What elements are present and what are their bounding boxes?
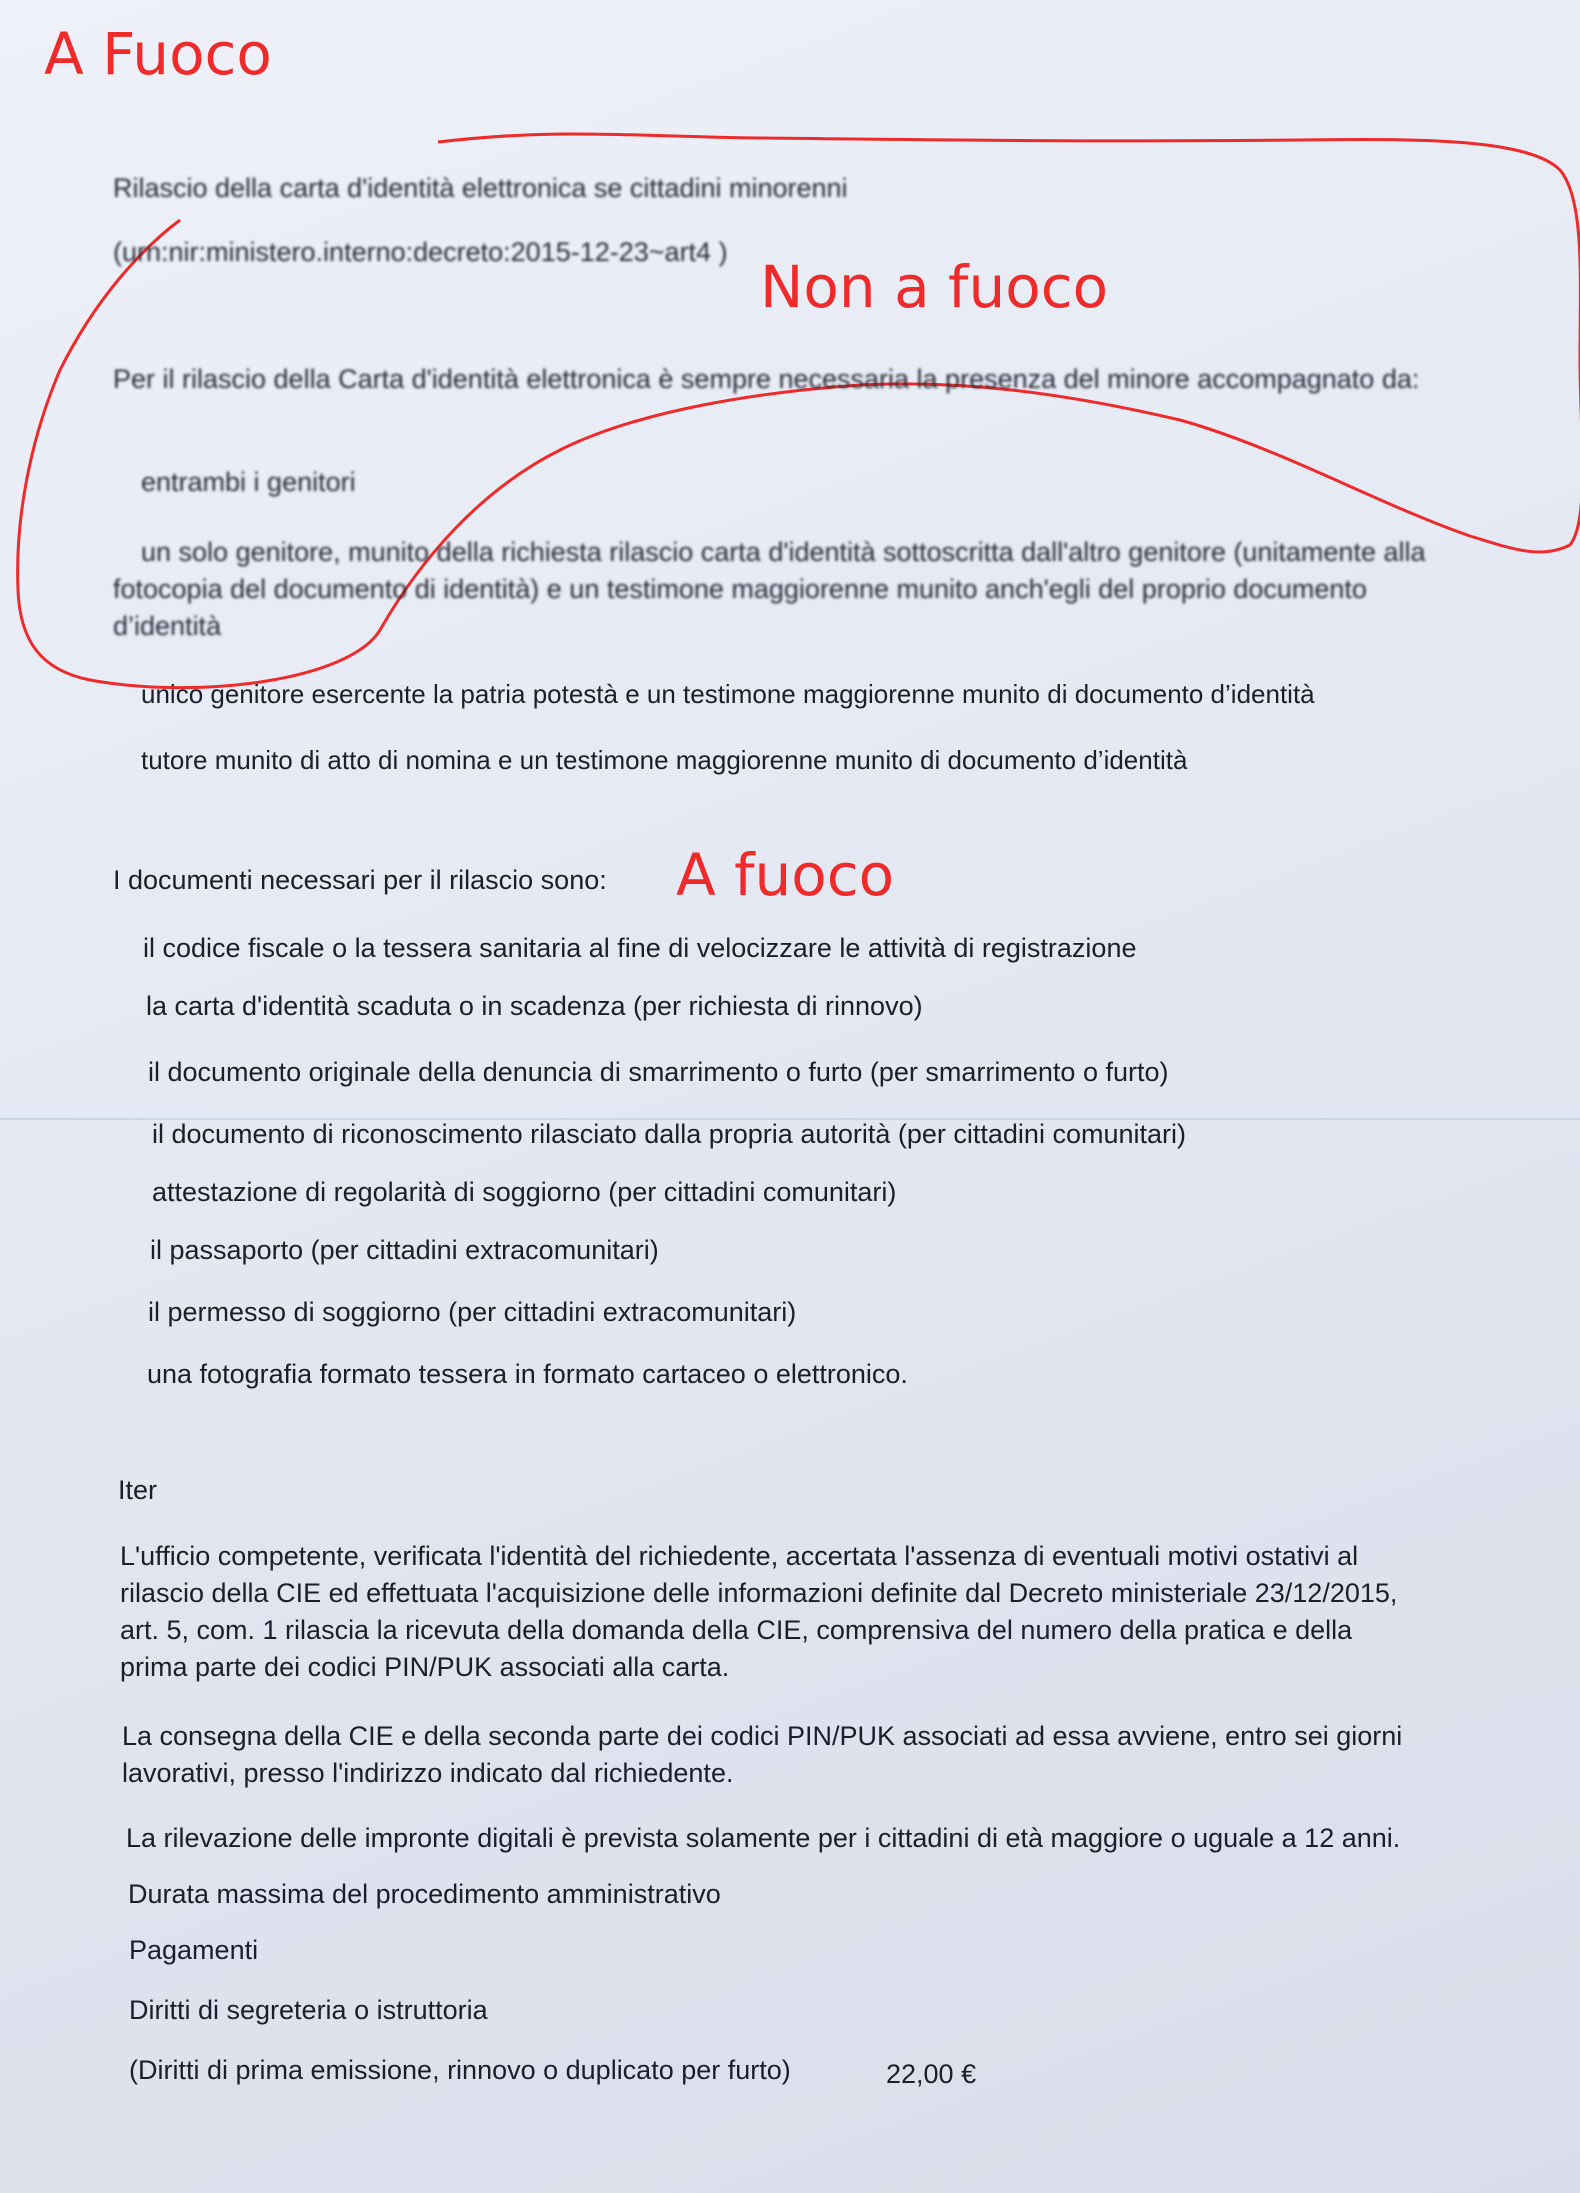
minors-intro: Per il rilascio della Carta d'identità elettronica è sempre necessaria la presenza del minore accompagnato da:	[113, 364, 1420, 394]
document-item: il codice fiscale o la tessera sanitaria al fine di velocizzare le attività di registrazione	[143, 933, 1137, 963]
document-item: il documento originale della denuncia di smarrimento o furto (per smarrimento o furto)	[148, 1057, 1169, 1087]
documents-heading: I documenti necessari per il rilascio sono:	[113, 865, 607, 895]
document-item: una fotografia formato tessera in formato cartaceo o elettronico.	[147, 1359, 908, 1389]
annotation-non-a-fuoco: Non a fuoco	[760, 253, 1109, 321]
minors-option-3: unico genitore esercente la patria potestà e un testimone maggiorenne munito di documento d’identità	[141, 679, 1315, 709]
minors-option-2: un solo genitore, munito della richiesta rilascio carta d'identità sottoscritta dall'altro genitore (unitamente alla fotocopia del documento di identità) e un testimone maggiorenne munito anch'egli del proprio documento d’identità	[113, 537, 1426, 641]
minors-urn: (urn:nir:ministero.interno:decreto:2015-12-23~art4 )	[113, 237, 728, 267]
document-item: attestazione di regolarità di soggiorno (per cittadini comunitari)	[152, 1177, 897, 1207]
iter-paragraph-1: L'ufficio competente, verificata l'identità del richiedente, accertata l'assenza di eventuali motivi ostativi al rilascio della CIE ed effettuata l'acquisizione delle informazioni definite dal Decreto ministeriale 23/12/2015, art. 5, com. 1 rilascia la ricevuta della domanda della CIE, comprensiva del numero della pratica e della prima parte dei codici PIN/PUK associati alla carta.	[120, 1541, 1398, 1682]
payments-label: Pagamenti	[129, 1935, 259, 1965]
document-item: il permesso di soggiorno (per cittadini extracomunitari)	[148, 1297, 797, 1327]
minors-title: Rilascio della carta d'identità elettronica se cittadini minorenni	[113, 173, 848, 203]
minors-option-4: tutore munito di atto di nomina e un testimone maggiorenne munito di documento d’identità	[141, 745, 1188, 775]
document-item: il documento di riconoscimento rilasciato dalla propria autorità (per cittadini comunitari)	[152, 1119, 1186, 1149]
iter-paragraph-2: La consegna della CIE e della seconda parte dei codici PIN/PUK associati ad essa avviene, entro sei giorni lavorativi, presso l'indirizzo indicato dal richiedente.	[122, 1721, 1403, 1788]
document-item: il passaporto (per cittadini extracomunitari)	[150, 1235, 659, 1265]
minors-option-1: entrambi i genitori	[141, 467, 356, 497]
fee-amount: 22,00 €	[886, 2059, 977, 2089]
fees-label: Diritti di segreteria o istruttoria	[129, 1995, 488, 2025]
annotation-a-fuoco-top: A Fuoco	[44, 20, 272, 88]
iter-heading: Iter	[118, 1475, 158, 1505]
duration-label: Durata massima del procedimento amministrativo	[128, 1879, 721, 1909]
fee-description: (Diritti di prima emissione, rinnovo o duplicato per furto)	[129, 2055, 791, 2085]
document-item: la carta d'identità scaduta o in scadenza (per richiesta di rinnovo)	[146, 991, 923, 1021]
iter-paragraph-3: La rilevazione delle impronte digitali è prevista solamente per i cittadini di età maggiore o uguale a 12 anni.	[126, 1823, 1401, 1853]
annotation-a-fuoco-documents: A fuoco	[676, 841, 895, 909]
